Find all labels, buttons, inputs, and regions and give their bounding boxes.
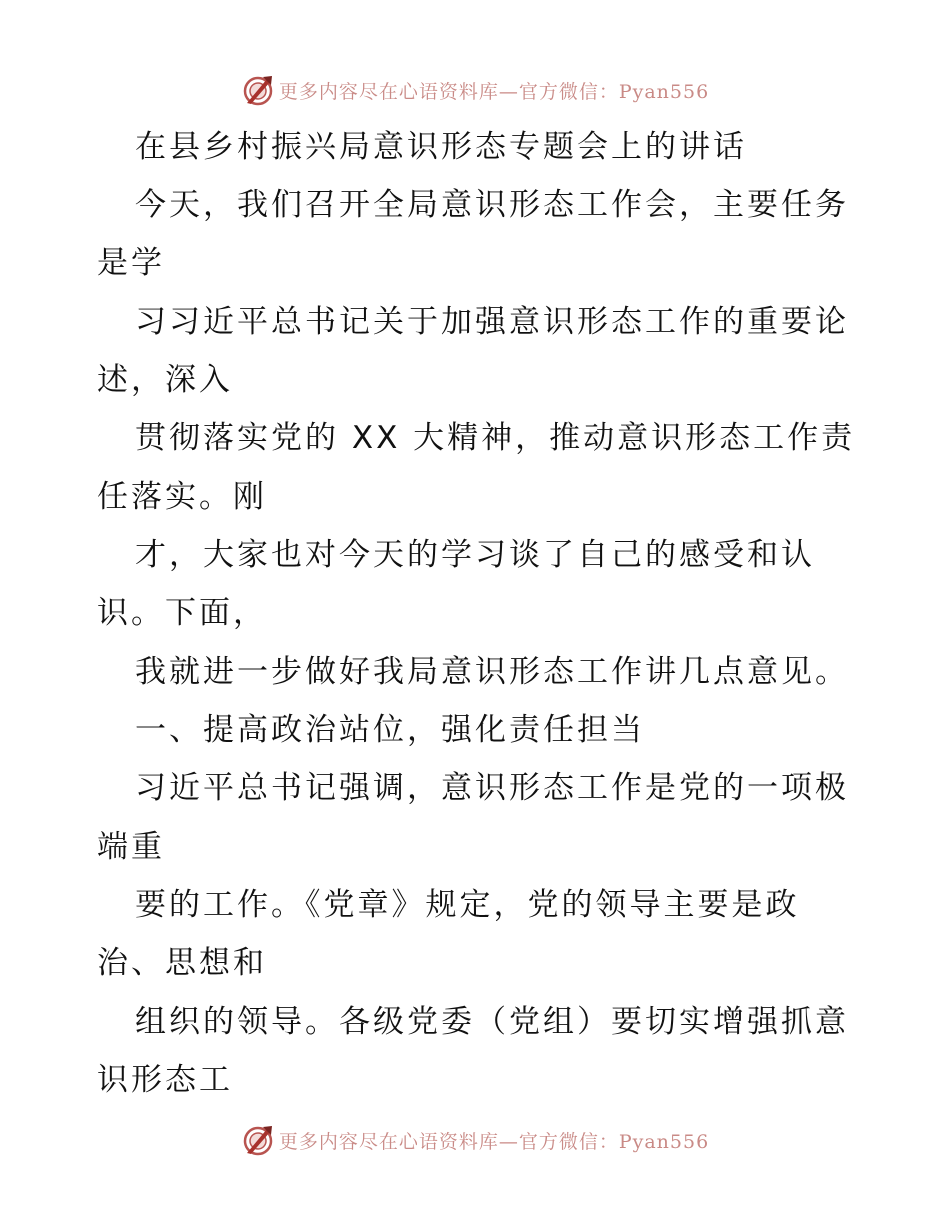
text-line: 是学 — [97, 245, 165, 281]
quill-pen-icon — [241, 1123, 275, 1157]
text-line: 才，大家也对今天的学习谈了自己的感受和认 — [135, 537, 815, 573]
text-line: 端重 — [97, 829, 165, 865]
text-line: 今天，我们召开全局意识形态工作会，主要任务 — [135, 187, 849, 223]
text-line: 要的工作。《党章》规定，党的领导主要是政 — [135, 887, 800, 923]
text-line: 习近平总书记强调，意识形态工作是党的一项极 — [135, 770, 849, 806]
text-line: 任落实。刚 — [97, 479, 267, 515]
header-banner-text: 更多内容尽在心语资料库—官方微信：Pyan556 — [278, 80, 710, 103]
text-line: 习习近平总书记关于加强意识形态工作的重要论 — [135, 304, 849, 340]
section-heading: 一、提高政治站位，强化责任担当 — [135, 712, 645, 748]
text-line: 述，深入 — [97, 362, 233, 398]
text-line: 我就进一步做好我局意识形态工作讲几点意见。 — [135, 654, 849, 690]
text-line: 贯彻落实党的 XX 大精神，推动意识形态工作责 — [135, 420, 856, 456]
text-line: 识。下面， — [97, 595, 267, 631]
text-line: 识形态工 — [97, 1062, 233, 1098]
footer-banner — [0, 1120, 950, 1160]
quill-pen-icon — [241, 73, 275, 107]
footer-banner-text: 更多内容尽在心语资料库—官方微信：Pyan556 — [278, 1130, 710, 1153]
text-line: 组织的领导。各级党委（党组）要切实增强抓意 — [135, 1004, 849, 1040]
text-line: 治、思想和 — [97, 945, 267, 981]
header-banner — [0, 70, 950, 110]
document-title: 在县乡村振兴局意识形态专题会上的讲话 — [135, 129, 747, 165]
